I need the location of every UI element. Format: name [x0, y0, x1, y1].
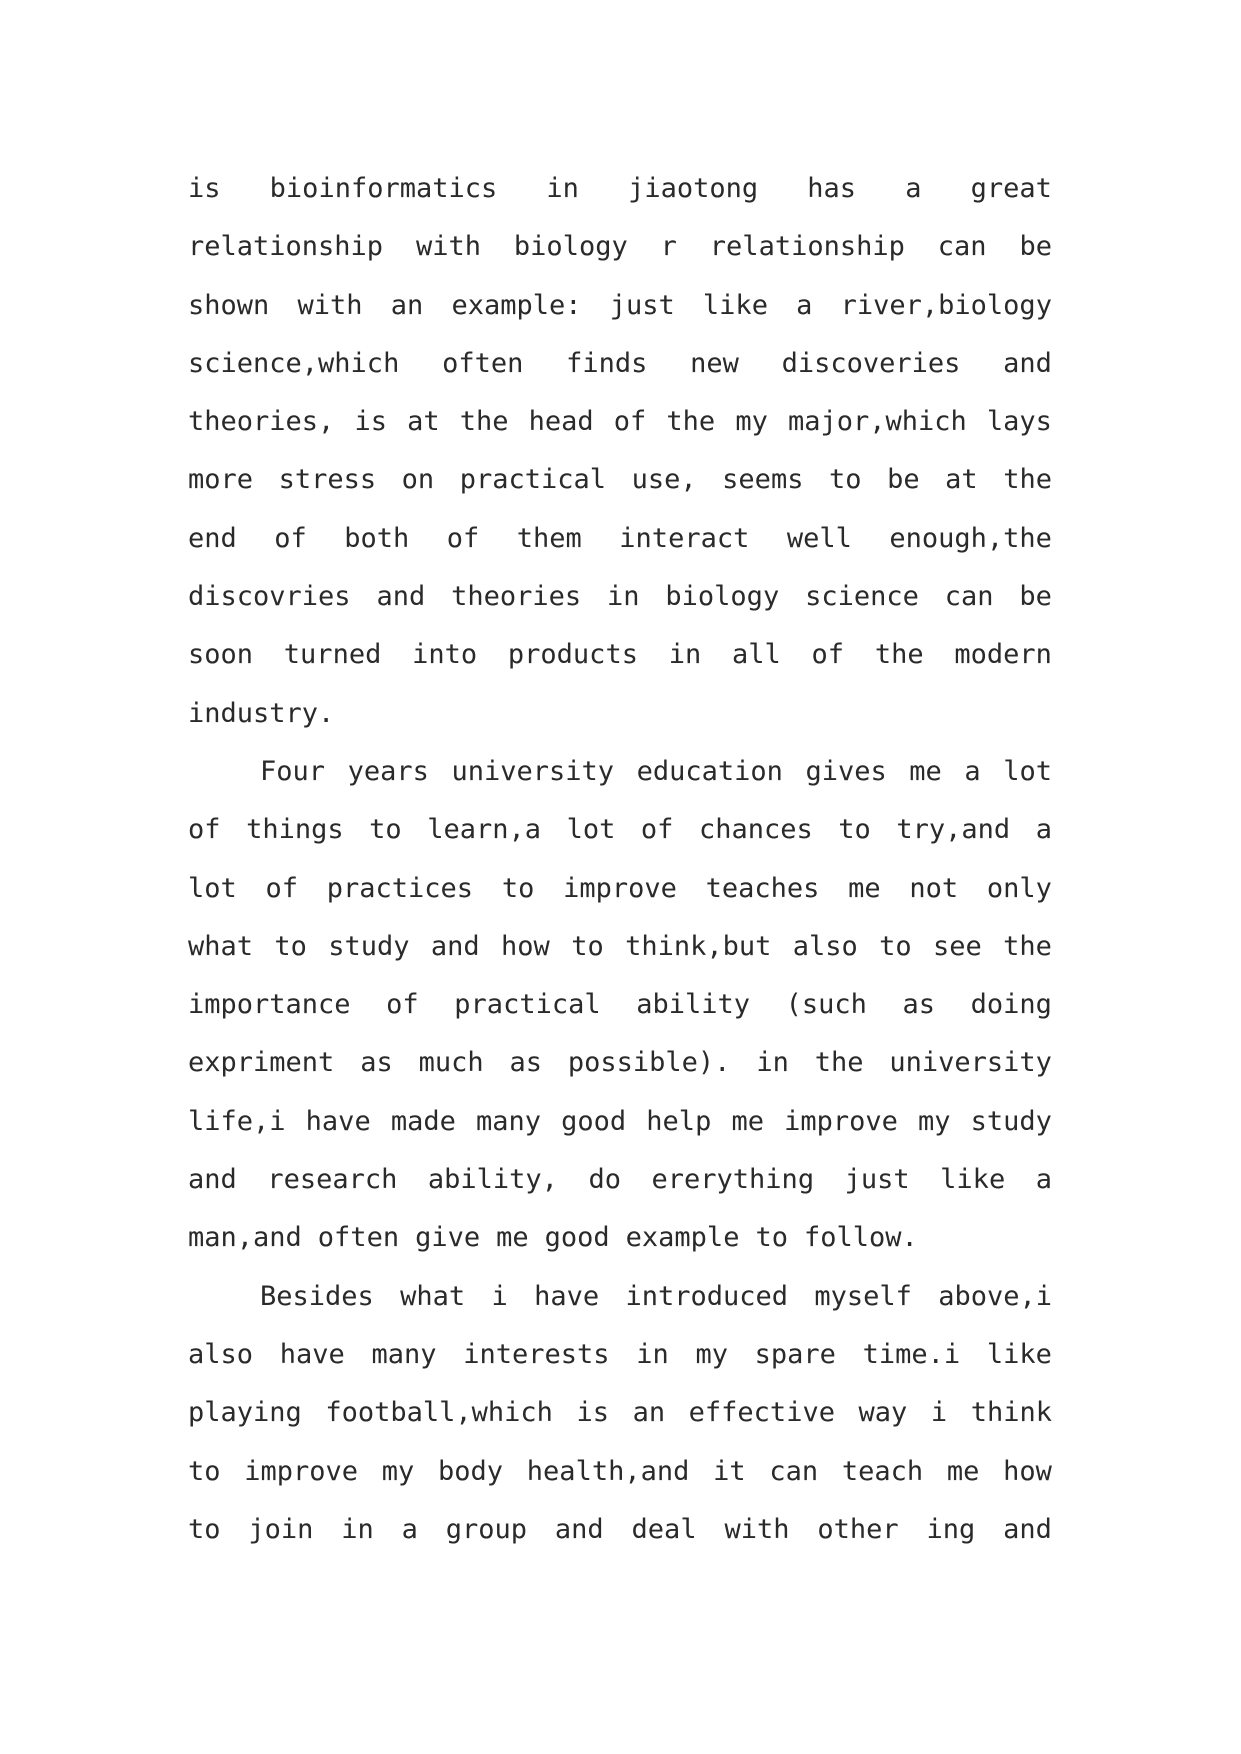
word: years	[347, 755, 429, 787]
word: in	[636, 1338, 669, 1370]
text-line	[188, 277, 1052, 335]
word: finds	[566, 347, 648, 379]
word: football,which	[325, 1397, 553, 1429]
word: gives	[805, 755, 887, 787]
word: a	[905, 173, 922, 204]
word: and	[376, 581, 426, 613]
word: in	[546, 173, 579, 204]
word: spare	[754, 1338, 836, 1370]
word: r	[660, 231, 677, 263]
word: many	[371, 1338, 437, 1370]
word: products	[507, 639, 638, 671]
text-line	[188, 451, 1052, 509]
word: improve	[563, 872, 677, 904]
word: head	[528, 406, 594, 438]
text-line	[188, 1268, 1052, 1326]
word: jiaotong	[628, 173, 759, 204]
text-line	[188, 393, 1052, 451]
word: example	[625, 1222, 740, 1254]
word: way	[858, 1397, 908, 1429]
word: biology	[665, 581, 780, 613]
word: both	[344, 522, 410, 554]
word: study	[970, 1105, 1052, 1137]
word: an	[632, 1397, 666, 1429]
word: have	[534, 1280, 600, 1312]
word: lays	[986, 406, 1052, 438]
word: ing	[926, 1513, 976, 1545]
word: in	[756, 1047, 789, 1079]
text-line	[188, 335, 1052, 393]
word: can	[769, 1455, 819, 1487]
text-line	[188, 1501, 1052, 1559]
word: life,i	[188, 1105, 286, 1137]
word: good	[544, 1222, 610, 1254]
word: not	[909, 872, 959, 904]
word: teach	[841, 1455, 924, 1487]
word: the	[814, 1047, 864, 1079]
word: often	[442, 347, 524, 379]
word: modern	[954, 639, 1052, 671]
word: has	[807, 173, 857, 204]
word: learn,a	[427, 814, 542, 846]
word: an	[390, 289, 424, 321]
word: of	[446, 522, 480, 554]
word: doing	[970, 989, 1052, 1021]
word: well	[786, 522, 852, 554]
word: to	[188, 1513, 221, 1545]
word: playing	[188, 1397, 302, 1429]
word: be	[1019, 581, 1052, 613]
word: how	[501, 930, 550, 962]
word: of	[811, 639, 845, 671]
word: study	[328, 930, 410, 962]
word: university	[451, 755, 614, 787]
text-line	[188, 801, 1052, 859]
word: river,biology	[840, 289, 1052, 321]
text-line	[188, 1034, 1052, 1092]
word: lot	[188, 872, 237, 904]
word: is	[576, 1397, 610, 1429]
word: me	[848, 872, 881, 904]
word: is	[188, 173, 221, 204]
word: at	[945, 464, 978, 496]
word: and	[188, 1164, 237, 1196]
word: follow.	[803, 1222, 918, 1254]
word: give	[415, 1222, 481, 1254]
word: Besides	[260, 1280, 374, 1312]
text-line	[188, 160, 1052, 218]
word: new	[690, 347, 739, 379]
word: enough,the	[889, 522, 1052, 554]
word: a	[964, 755, 981, 787]
word: introduced	[625, 1280, 788, 1312]
word: can	[944, 581, 994, 613]
word: improve	[244, 1455, 359, 1487]
word: a	[401, 1513, 418, 1545]
word: relationship	[188, 231, 384, 263]
word: industry.	[188, 697, 335, 729]
word: soon	[188, 639, 254, 671]
word: interact	[619, 522, 750, 554]
word: use,	[631, 464, 697, 496]
word: great	[970, 173, 1052, 204]
word: my	[381, 1455, 415, 1487]
word: as	[360, 1047, 393, 1079]
word: think	[970, 1397, 1052, 1429]
word: and	[1003, 1513, 1052, 1545]
word: improve	[784, 1105, 898, 1137]
word: discovries	[188, 581, 351, 613]
word: deal	[631, 1513, 697, 1545]
text-line	[188, 568, 1052, 626]
word: above,i	[938, 1280, 1052, 1312]
word: effective	[688, 1397, 835, 1429]
word: just	[844, 1164, 910, 1196]
word: often	[317, 1222, 400, 1254]
text-line	[188, 1443, 1052, 1501]
word: (such	[785, 989, 867, 1021]
word: it	[713, 1455, 746, 1487]
word: and	[554, 1513, 604, 1545]
word: i	[491, 1280, 508, 1312]
word: what	[400, 1280, 466, 1312]
word: practices	[326, 872, 474, 904]
text-line	[188, 1209, 1052, 1267]
word: my	[695, 1338, 728, 1370]
word: lot	[566, 814, 616, 846]
word: practical	[454, 989, 601, 1021]
word: in	[668, 639, 702, 671]
word: science	[805, 581, 919, 613]
word: also	[792, 930, 858, 962]
word: at	[407, 406, 440, 438]
word: Four	[260, 755, 326, 787]
word: the	[666, 406, 716, 438]
word: like	[702, 289, 768, 321]
word: importance	[188, 989, 351, 1021]
text-line	[188, 1326, 1052, 1384]
word: stress	[278, 464, 377, 496]
word: try,and	[896, 814, 1011, 846]
word: interests	[463, 1338, 610, 1370]
word: a	[796, 289, 813, 321]
text-line	[188, 1093, 1052, 1151]
word: is	[354, 406, 387, 438]
word: possible).	[567, 1047, 731, 1079]
text-line	[188, 860, 1052, 918]
word: to	[274, 930, 307, 962]
word: have	[279, 1338, 345, 1370]
word: man,and	[188, 1222, 302, 1254]
word: ability,	[427, 1164, 558, 1196]
word: just	[609, 289, 675, 321]
word: how	[1003, 1455, 1052, 1487]
text-line	[188, 976, 1052, 1034]
word: i	[930, 1397, 948, 1429]
word: relationship	[709, 231, 905, 263]
word: of	[265, 872, 299, 904]
word: made	[390, 1105, 456, 1137]
word: be	[887, 464, 920, 496]
word: teaches	[705, 872, 820, 904]
word: like	[986, 1338, 1052, 1370]
word: my	[918, 1105, 951, 1137]
word: all	[732, 639, 781, 671]
word: and	[1003, 347, 1052, 379]
word: body	[438, 1455, 504, 1487]
word: group	[445, 1513, 528, 1545]
text-line	[188, 918, 1052, 976]
word: with	[415, 231, 482, 263]
word: major,which	[787, 406, 967, 438]
word: education	[636, 755, 783, 787]
word: the	[874, 639, 924, 671]
word: also	[188, 1338, 254, 1370]
word: what	[188, 930, 254, 962]
word: have	[305, 1105, 371, 1137]
word: can	[937, 231, 987, 263]
word: many	[475, 1105, 542, 1137]
word: only	[986, 872, 1052, 904]
word: theories,	[188, 406, 335, 438]
word: my	[735, 406, 768, 438]
word: the	[459, 406, 509, 438]
word: to	[571, 930, 604, 962]
word: of	[386, 989, 419, 1021]
word: the	[1003, 930, 1052, 962]
word: biology	[513, 231, 628, 263]
word: them	[516, 522, 582, 554]
text-line	[188, 743, 1052, 801]
word: do	[588, 1164, 621, 1196]
word: to	[188, 1455, 221, 1487]
text-line	[188, 1151, 1052, 1209]
word: to	[369, 814, 402, 846]
word: other	[817, 1513, 899, 1545]
word: myself	[814, 1280, 912, 1312]
word: turned	[283, 639, 382, 671]
word: with	[724, 1513, 790, 1545]
word: lot	[1003, 755, 1052, 787]
word: me	[946, 1455, 980, 1487]
word: health,and	[526, 1455, 690, 1487]
word: discoveries	[781, 347, 961, 379]
word: with	[297, 289, 363, 321]
word: to	[838, 814, 871, 846]
word: to	[501, 872, 535, 904]
word: in	[341, 1513, 374, 1545]
word: bioinformatics	[269, 173, 498, 204]
text-line	[188, 218, 1052, 276]
word: as	[509, 1047, 542, 1079]
word: much	[418, 1047, 484, 1079]
word: think,but	[625, 930, 772, 962]
body-text	[188, 160, 1052, 1559]
word: me	[909, 755, 942, 787]
word: into	[412, 639, 478, 671]
word: to	[879, 930, 912, 962]
word: expriment	[188, 1047, 335, 1079]
word: science,which	[188, 347, 400, 379]
word: a	[1035, 814, 1052, 846]
word: and	[430, 930, 480, 962]
word: example:	[451, 289, 582, 321]
word: ererything	[651, 1164, 815, 1196]
word: more	[188, 464, 254, 496]
word: the	[1003, 464, 1052, 496]
word: ability	[636, 989, 751, 1021]
text-line	[188, 685, 1052, 743]
word: end	[188, 522, 237, 554]
text-line	[188, 626, 1052, 684]
word: seems	[722, 464, 804, 496]
word: of	[188, 814, 221, 846]
word: university	[889, 1047, 1052, 1079]
word: see	[933, 930, 982, 962]
word: like	[940, 1164, 1006, 1196]
word: in	[607, 581, 640, 613]
word: things	[246, 814, 344, 846]
word: practical	[459, 464, 607, 496]
word: a	[1035, 1164, 1052, 1196]
word: time.i	[862, 1338, 961, 1370]
word: shown	[188, 289, 270, 321]
word: be	[1019, 231, 1052, 263]
word: of	[613, 406, 647, 438]
text-line	[188, 510, 1052, 568]
word: help	[646, 1105, 712, 1137]
word: me	[496, 1222, 529, 1254]
word: to	[829, 464, 862, 496]
word: theories	[451, 581, 582, 613]
word: chances	[698, 814, 813, 846]
word: me	[731, 1105, 764, 1137]
text-line	[188, 1384, 1052, 1442]
word: join	[248, 1513, 314, 1545]
word: good	[561, 1105, 627, 1137]
word: of	[274, 522, 307, 554]
word: as	[902, 989, 936, 1021]
word: on	[401, 464, 435, 496]
word: of	[640, 814, 674, 846]
word: research	[267, 1164, 398, 1196]
word: to	[755, 1222, 788, 1254]
